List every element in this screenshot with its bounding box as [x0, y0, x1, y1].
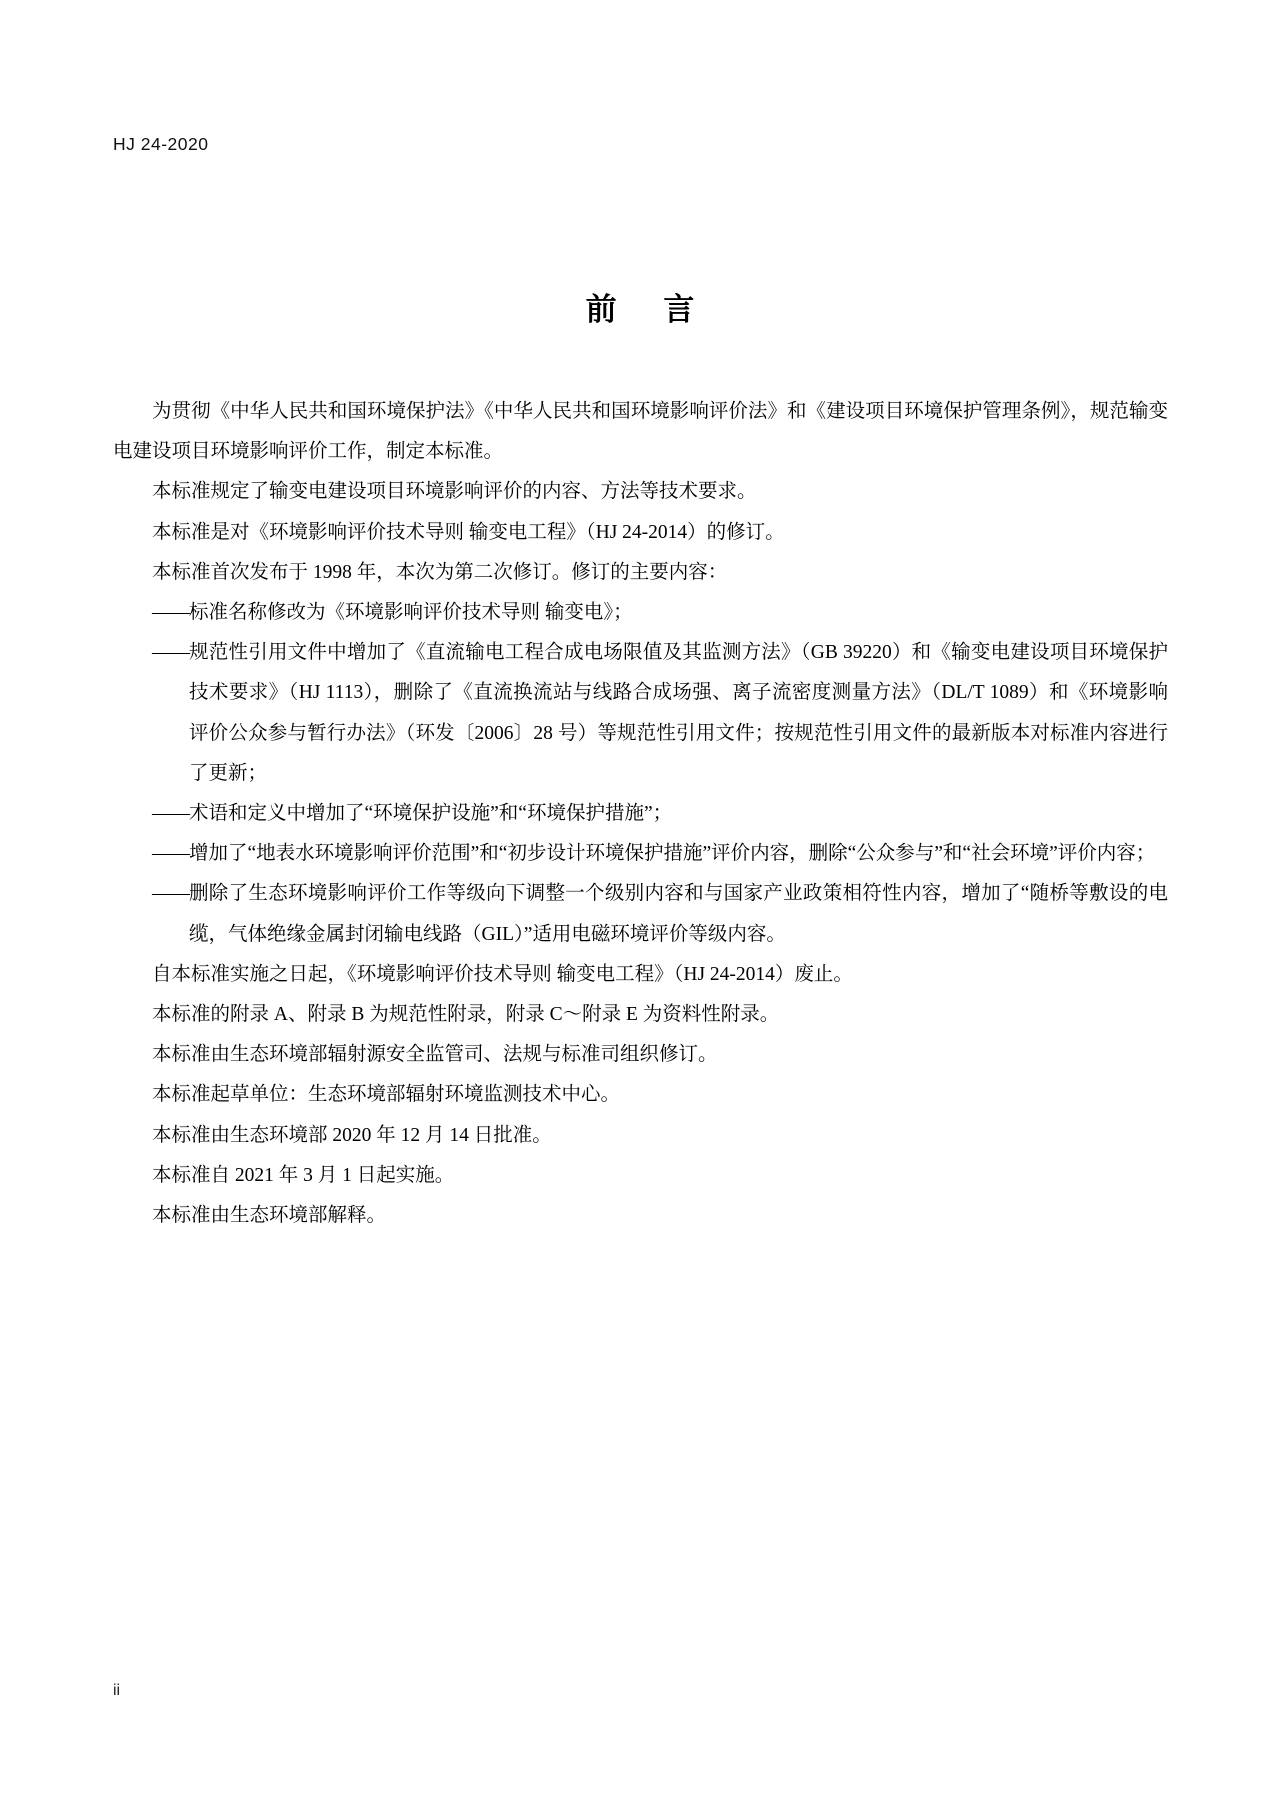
paragraph-organizer: 本标准由生态环境部辐射源安全监管司、法规与标准司组织修订。 — [152, 1044, 718, 1066]
dash-marker-icon: —— — [152, 883, 189, 905]
paragraph-interpretation: 本标准由生态环境部解释。 — [152, 1205, 387, 1227]
paragraph-scope: 本标准规定了输变电建设项目环境影响评价的内容、方法等技术要求。 — [152, 481, 757, 503]
list-item-text: 规范性引用文件中增加了《直流输电工程合成电场限值及其监测方法》（GB 39220）和《输变电建设项目环境保护技术要求》（HJ 1113），删除了《直流换流站与线路合成场强、离子流密度测量方法》（DL/T 1089）和《环境影响评价公众参与暂行办法》（环发〔2006〕28 号）等规范性引用文件；按规范性引用文件的最新版本对标准内容进行了更新； — [189, 642, 1168, 784]
page-title: 前 言 — [585, 292, 713, 328]
dash-marker-icon: —— — [152, 602, 189, 624]
list-item — [113, 593, 1168, 633]
list-item — [113, 633, 1168, 794]
list-item-text: 标准名称修改为《环境影响评价技术导则 输变电》； — [189, 602, 633, 624]
paragraph-drafting-unit: 本标准起草单位：生态环境部辐射环境监测技术中心。 — [152, 1084, 621, 1106]
dash-marker-icon: —— — [152, 843, 189, 865]
paragraph-repeal: 自本标准实施之日起，《环境影响评价技术导则 输变电工程》（HJ 24-2014）废止。 — [152, 963, 853, 985]
foreword-body — [113, 392, 1168, 1236]
list-item-text: 删除了生态环境影响评价工作等级向下调整一个级别内容和与国家产业政策相符性内容，增加了“随桥等敷设的电缆，气体绝缘金属封闭输电线路（GIL）”适用电磁环境评价等级内容。 — [189, 883, 1168, 945]
paragraph-history: 本标准首次发布于 1998 年，本次为第二次修订。修订的主要内容： — [152, 561, 728, 583]
dash-marker-icon: —— — [152, 803, 189, 825]
list-item — [113, 794, 1168, 834]
paragraph-approval-date: 本标准由生态环境部 2020 年 12 月 14 日批准。 — [152, 1124, 552, 1146]
list-item-text: 增加了“地表水环境影响评价范围”和“初步设计环境保护措施”评价内容，删除“公众参与”和“社会环境”评价内容； — [189, 843, 1156, 865]
paragraph-effective-date: 本标准自 2021 年 3 月 1 日起实施。 — [152, 1164, 455, 1186]
list-item — [113, 834, 1168, 874]
dash-marker-icon: —— — [152, 642, 189, 664]
paragraph-revises: 本标准是对《环境影响评价技术导则 输变电工程》（HJ 24-2014）的修订。 — [152, 521, 785, 543]
list-item-text: 术语和定义中增加了“环境保护设施”和“环境保护措施”； — [189, 803, 673, 825]
page-number: ii — [113, 1682, 121, 1699]
standard-code-header: HJ 24-2020 — [113, 134, 209, 154]
list-item — [113, 874, 1168, 954]
paragraph-intro: 为贯彻《中华人民共和国环境保护法》《中华人民共和国环境影响评价法》和《建设项目环境保护管理条例》，规范输变电建设项目环境影响评价工作，制定本标准。 — [113, 401, 1168, 463]
paragraph-annexes: 本标准的附录 A、附录 B 为规范性附录，附录 C～附录 E 为资料性附录。 — [152, 1004, 780, 1026]
